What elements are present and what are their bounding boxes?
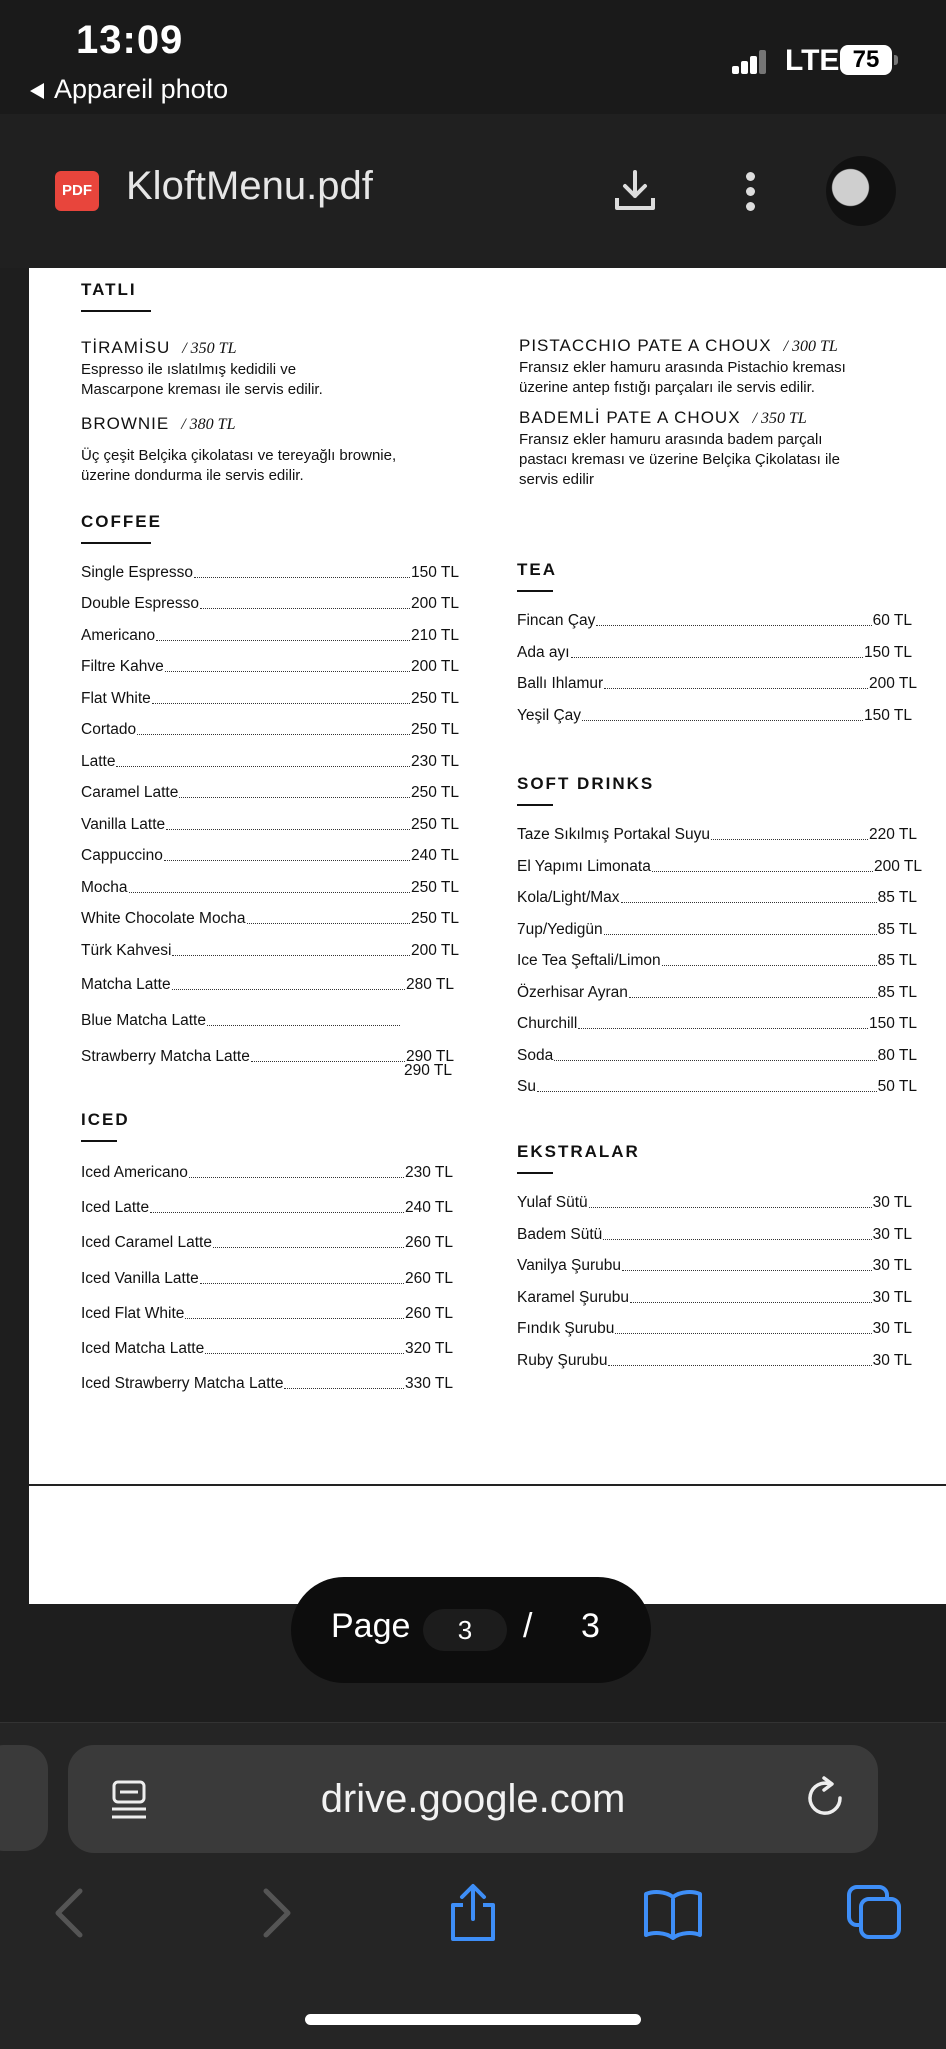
page-divider: [29, 1484, 946, 1486]
reload-icon[interactable]: [802, 1775, 848, 1821]
menu-item: Ballı Ihlamur 200 TL: [517, 675, 917, 692]
back-icon[interactable]: [40, 1883, 100, 1943]
menu-item: Vanilya Şurubu 30 TL: [517, 1257, 912, 1274]
avatar[interactable]: [826, 156, 896, 226]
share-icon[interactable]: [443, 1883, 503, 1943]
home-indicator[interactable]: [305, 2014, 641, 2025]
section-title-iced: ICED: [81, 1110, 130, 1129]
menu-item: El Yapımı Limonata 200 TL: [517, 858, 922, 875]
download-icon[interactable]: [612, 168, 658, 214]
menu-item: Latte 230 TL: [81, 753, 459, 770]
section-title-tea: TEA: [517, 560, 557, 579]
status-bar: [0, 0, 946, 114]
browser-toolbar: [0, 1722, 946, 2049]
section-title-ekstralar: EKSTRALAR: [517, 1142, 640, 1161]
menu-item: Filtre Kahve 200 TL: [81, 658, 459, 675]
menu-item: Karamel Şurubu 30 TL: [517, 1289, 912, 1306]
dessert-price: / 350 TL: [182, 340, 237, 357]
dessert-name: TİRAMİSU / 350 TL: [81, 338, 237, 357]
menu-item: Yulaf Sütü 30 TL: [517, 1194, 912, 1211]
back-triangle-icon: [30, 83, 44, 99]
menu-item: Iced Americano 230 TL: [81, 1164, 453, 1181]
current-page-input[interactable]: 3: [423, 1609, 507, 1651]
address-bar[interactable]: [68, 1745, 878, 1853]
pdf-file-icon: PDF: [55, 171, 99, 211]
tabs-icon[interactable]: [845, 1883, 905, 1943]
menu-item: Double Espresso 200 TL: [81, 595, 459, 612]
url-text: drive.google.com: [320, 1777, 626, 1821]
dessert-price: / 300 TL: [783, 338, 838, 355]
menu-item: Single Espresso 150 TL: [81, 564, 459, 581]
dessert-name: BADEMLİ PATE A CHOUX / 350 TL: [519, 408, 807, 427]
back-to-app-link[interactable]: [30, 74, 228, 105]
menu-item: Iced Strawberry Matcha Latte 330 TL: [81, 1375, 453, 1392]
menu-item: Iced Matcha Latte 320 TL: [81, 1340, 453, 1357]
section-title-coffee: COFFEE: [81, 512, 162, 531]
menu-item: Americano 210 TL: [81, 627, 459, 644]
menu-item: Vanilla Latte 250 TL: [81, 816, 459, 833]
menu-item: Iced Latte 240 TL: [81, 1199, 453, 1216]
battery-nub: [894, 55, 898, 65]
menu-item: Fincan Çay 60 TL: [517, 612, 912, 629]
network-type: LTE: [785, 44, 840, 77]
previous-tab-preview[interactable]: [0, 1745, 48, 1851]
file-title: KloftMenu.pdf: [126, 164, 373, 208]
menu-item: Mocha 250 TL: [81, 879, 459, 896]
menu-item: 7up/Yedigün 85 TL: [517, 921, 917, 938]
menu-item: Fındık Şurubu 30 TL: [517, 1320, 912, 1337]
menu-item: Caramel Latte 250 TL: [81, 784, 459, 801]
bookmarks-icon[interactable]: [643, 1883, 703, 1943]
dessert-description: Fransız ekler hamuru arasında badem parçalı pastacı kreması ve üzerine Belçika Çikolatası ile servis edilir: [519, 431, 840, 488]
page-indicator: [291, 1577, 651, 1683]
section-title-soft-drinks: SOFT DRINKS: [517, 774, 655, 793]
menu-item: Cortado 250 TL: [81, 721, 459, 738]
menu-item: Iced Caramel Latte 260 TL: [81, 1234, 453, 1251]
menu-item: Cappuccino 240 TL: [81, 847, 459, 864]
page-separator: /: [523, 1607, 533, 1645]
viewer-header: [0, 114, 946, 268]
pdf-page: [29, 268, 946, 1604]
menu-item: Özerhisar Ayran 85 TL: [517, 984, 917, 1001]
forward-icon[interactable]: [246, 1883, 306, 1943]
battery-icon: 75: [840, 45, 892, 75]
section-title-tatli: TATLI: [81, 280, 137, 299]
total-pages: 3: [581, 1607, 600, 1645]
menu-item: Churchill 150 TL: [517, 1015, 917, 1032]
menu-item: Türk Kahvesi 200 TL: [81, 942, 459, 959]
menu-item: Blue Matcha Latte: [81, 1012, 401, 1030]
menu-item: Matcha Latte 280 TL: [81, 976, 454, 993]
menu-item: Ice Tea Şeftali/Limon 85 TL: [517, 952, 917, 969]
dessert-description: Espresso ile ıslatılmış kedidili ve Mascarpone kreması ile servis edilir.: [81, 361, 323, 398]
menu-item: White Chocolate Mocha 250 TL: [81, 910, 459, 927]
dessert-name: BROWNIE / 380 TL: [81, 414, 236, 433]
menu-item: Taze Sıkılmış Portakal Suyu 220 TL: [517, 826, 917, 843]
back-app-label: Appareil photo: [54, 74, 229, 104]
menu-item: Strawberry Matcha Latte 290 TL: [81, 1048, 454, 1065]
dessert-price: / 350 TL: [752, 410, 807, 427]
menu-item: Iced Flat White 260 TL: [81, 1305, 453, 1322]
menu-item: Badem Sütü 30 TL: [517, 1226, 912, 1243]
menu-item: Su 50 TL: [517, 1078, 917, 1095]
more-options-icon[interactable]: [740, 168, 760, 214]
menu-item: Ruby Şurubu 30 TL: [517, 1352, 912, 1369]
menu-item: Kola/Light/Max 85 TL: [517, 889, 917, 906]
overlapping-price: 290 TL: [404, 1062, 452, 1079]
menu-item: Iced Vanilla Latte 260 TL: [81, 1270, 453, 1287]
menu-item: Flat White 250 TL: [81, 690, 459, 707]
status-time: 13:09: [76, 18, 184, 62]
menu-item: Ada ayı 150 TL: [517, 644, 912, 661]
dessert-name: PISTACCHIO PATE A CHOUX / 300 TL: [519, 336, 838, 355]
menu-item: Soda 80 TL: [517, 1047, 917, 1064]
dessert-description: Üç çeşit Belçika çikolatası ve tereyağlı brownie, üzerine dondurma ile servis edilir.: [81, 447, 397, 484]
dessert-price: / 380 TL: [181, 416, 236, 433]
page-label: Page: [331, 1607, 411, 1645]
signal-icon: [732, 50, 768, 74]
menu-item: Yeşil Çay 150 TL: [517, 707, 912, 724]
dessert-description: Fransız ekler hamuru arasında Pistachio kreması üzerine antep fıstığı parçaları ile servis edilir.: [519, 359, 846, 396]
